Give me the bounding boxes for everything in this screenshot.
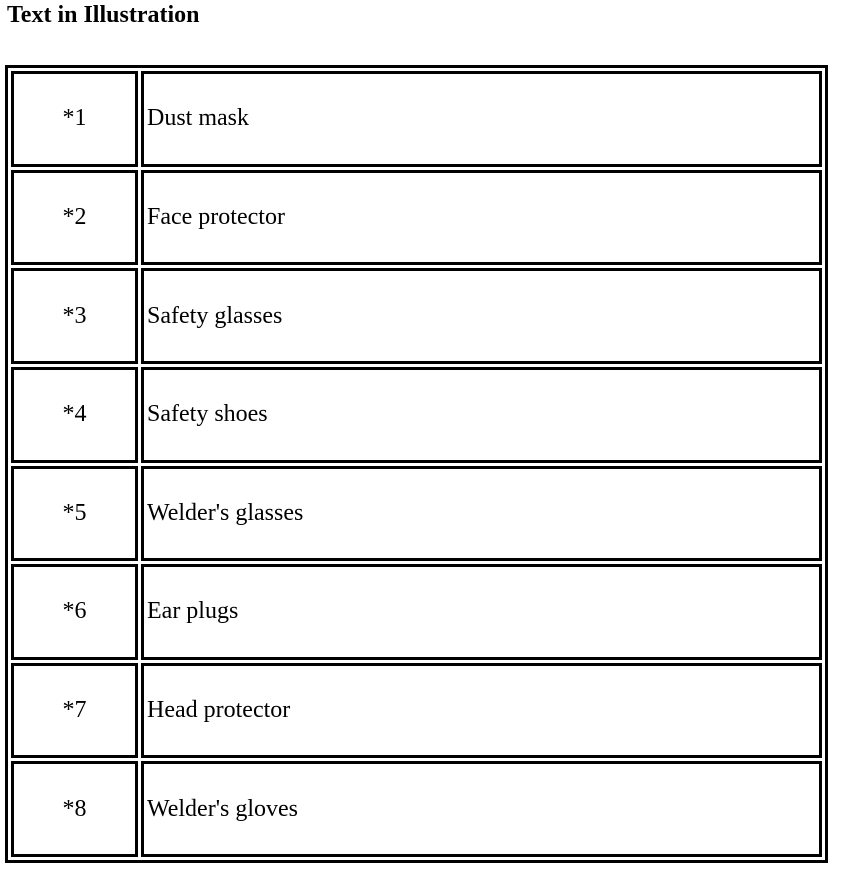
table-row	[11, 761, 822, 857]
marker-cell: *3	[11, 268, 138, 364]
table-row	[11, 663, 822, 759]
label-cell: Face protector	[141, 170, 822, 266]
table-row	[11, 170, 822, 266]
table-row	[11, 564, 822, 660]
page-heading: Text in Illustration	[7, 2, 200, 28]
label-cell: Head protector	[141, 663, 822, 759]
marker-cell: *7	[11, 663, 138, 759]
illustration-legend-table	[5, 65, 828, 863]
marker-cell: *6	[11, 564, 138, 660]
label-cell: Ear plugs	[141, 564, 822, 660]
label-cell: Dust mask	[141, 71, 822, 167]
table-row	[11, 466, 822, 562]
marker-cell: *5	[11, 466, 138, 562]
table-row	[11, 367, 822, 463]
marker-cell: *4	[11, 367, 138, 463]
marker-cell: *8	[11, 761, 138, 857]
marker-cell: *1	[11, 71, 138, 167]
label-cell: Welder's glasses	[141, 466, 822, 562]
table-row	[11, 268, 822, 364]
marker-cell: *2	[11, 170, 138, 266]
label-cell: Safety glasses	[141, 268, 822, 364]
label-cell: Welder's gloves	[141, 761, 822, 857]
table-row	[11, 71, 822, 167]
label-cell: Safety shoes	[141, 367, 822, 463]
